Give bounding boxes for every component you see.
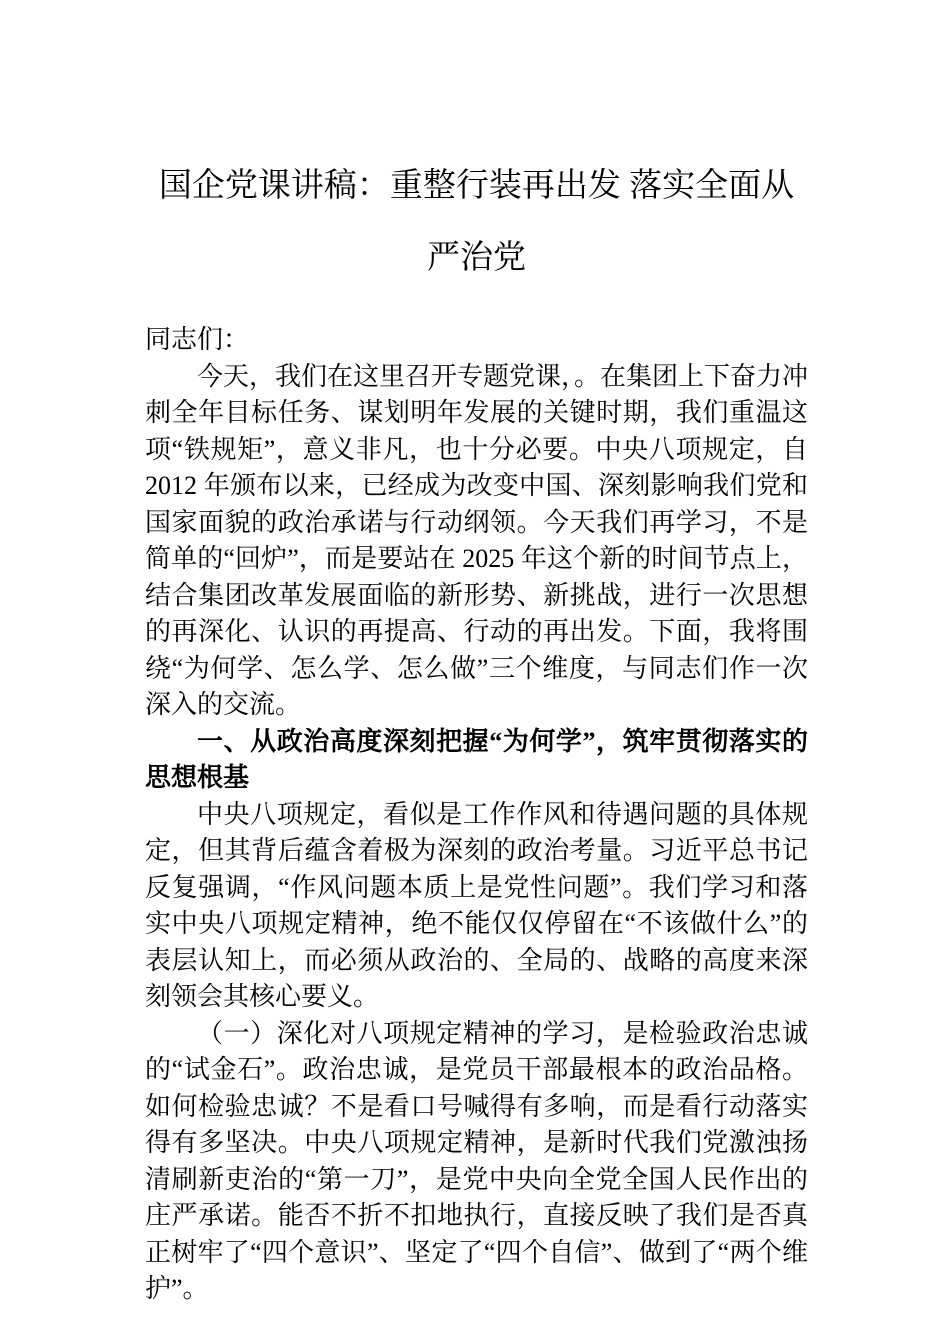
salutation: 同志们：: [145, 325, 250, 354]
paragraph-body: 中央八项规定，看似是工作作风和待遇问题的具体规定，但其背后蕴含着极为深刻的政治考量。习近平总书记反复强调，“作风问题本质上是党性问题”。我们学习和落实中央八项规定精神，绝不能仅仅停留在“不该做什么”的表层认知上，而必须从政治的、全局的、战略的高度来深刻领会其核心要义。: [145, 799, 808, 1011]
paragraph-opening: 今天，我们在这里召开专题党课，。在集团上下奋力冲刺全年目标任务、谋划明年发展的关键时期，我们重温这项“铁规矩”，意义非凡，也十分必要。中央八项规定，自 2012 年颁布以来，已经成为改变中国、深刻影响我们党和国家面貌的政治承诺与行动纲领。今天我们再学习，不是简单的“回炉”，而是要站在 2025 年这个新的时间节点上，结合集团改革发展面临的新形势、新挑战，进行一次思想的再深化、认识的再提高、行动的再出发。下面，我将围绕“为何学、怎么学、怎么做”三个维度，与同志们作一次深入的交流。: [145, 361, 809, 719]
section-heading: 一、从政治高度深刻把握“为何学”，筑牢贯彻落实的思想根基: [145, 726, 808, 792]
paragraph-subpoint: （一）深化对八项规定精神的学习，是检验政治忠诚的“试金石”。政治忠诚，是党员干部最根本的政治品格。如何检验忠诚？不是看口号喊得有多响，而是看行动落实得有多坚决。中央八项规定精神，是新时代我们党激浊扬清刷新吏治的“第一刀”，是党中央向全党全国人民作出的庄严承诺。能否不折不扣地执行，直接反映了我们是否真正树牢了“四个意识”、坚定了“四个自信”、做到了“两个维护”。: [145, 1018, 808, 1303]
document-title: 国企党课讲稿：重整行装再出发 落实全面从严治党: [158, 168, 795, 276]
